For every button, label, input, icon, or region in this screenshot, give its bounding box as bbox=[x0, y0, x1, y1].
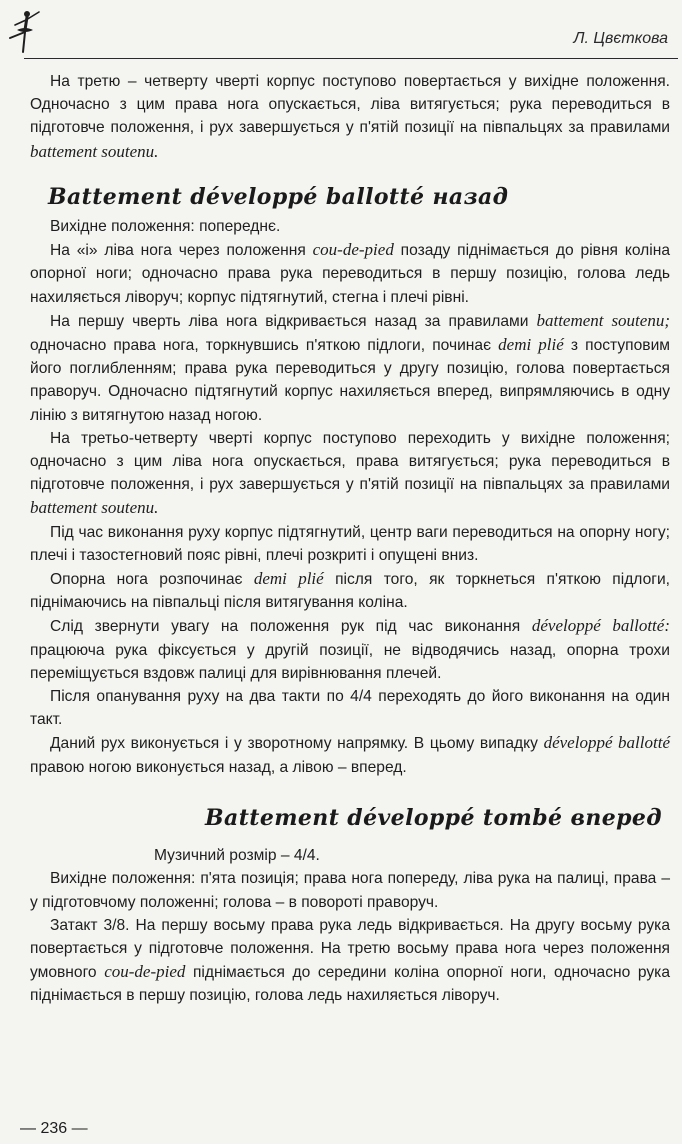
paragraph: На «і» ліва нога через положення cou-de-pied позаду піднімається до рівня коліна опорної ноги; одночасно права рука переводиться в першу позицію, голова ледь нахиляється ліворуч; корпус підтягнутий, стегна і плечі рівні. bbox=[30, 240, 670, 306]
section-heading: Battement développé ballotté назад bbox=[48, 183, 509, 210]
paragraph: Слід звернути увагу на положення рук під час виконання développé ballotté: працююча рука фіксується у другій позиції, не відводячись назад, опорна трохи переміщується вздовж палиці для вирівнювання плечей. bbox=[30, 616, 670, 682]
page-number: — 236 — bbox=[20, 1120, 88, 1137]
paragraph: На першу чверть ліва нога відкривається назад за правилами battement soutenu; одночасно права нога, торкнувшись п'яткою підлоги, починає demi plié з поступовим його поглибленням; права рука переводиться у другу позицію, голова повертається праворуч. Одночасно підтягнутий корпус нахиляється вперед, випрямляючись в одну лінію з витягнутою назад ногою. bbox=[30, 310, 670, 424]
header-rule bbox=[24, 58, 678, 59]
paragraph: На третьо-четверту чверті корпус поступово переходить у вихідне положення; одночасно з цим ліва нога опускається, права витягується; рука переводиться в підготовче положення, і рух завершується у п'ятій позиції на півпальцях за правилами battement soutenu. bbox=[30, 429, 670, 518]
term: battement soutenu. bbox=[30, 498, 159, 518]
paragraph: Музичний розмір – 4/4. bbox=[154, 847, 320, 865]
paragraph: Затакт 3/8. На першу восьму права рука ледь відкривається. На другу восьму рука повертається у підготовче положення. На третю восьму права нога через положення умовного cou-de-pied піднімається до середини коліна опорної ноги, одночасно рука піднімається в першу позицію, голова ледь нахиляється ліворуч. bbox=[30, 916, 670, 1005]
term: développé ballotté: bbox=[531, 616, 670, 636]
paragraph: Вихідне положення: попереднє. bbox=[50, 218, 281, 236]
term: cou-de-pied bbox=[312, 240, 394, 260]
paragraph: На третю – четверту чверті корпус поступово повертається у вихідне положення. Одночасно з цим права нога опускається, ліва витягується; рука переводиться в підготовче положення, і рух завершується у п'ятій позиції на півпальцях за правилами battement soutenu. bbox=[30, 73, 670, 161]
paragraph: Даний рух виконується і у зворотному напрямку. В цьому випадку développé ballotté правою ногою виконується назад, а лівою – вперед. bbox=[30, 733, 670, 776]
term: développé ballotté bbox=[543, 733, 670, 753]
term: demi plié bbox=[498, 335, 564, 355]
ballerina-icon bbox=[6, 8, 44, 56]
term: cou-de-pied bbox=[104, 962, 186, 982]
paragraph: Під час виконання руху корпус підтягнутий, центр ваги переводиться на опорну ногу; плечі і тазостегновий пояс рівні, плечі розкриті і опущені вниз. bbox=[30, 523, 670, 564]
term: battement soutenu; bbox=[536, 310, 670, 330]
paragraph: Після опанування руху на два такти по 4/4 переходять до його виконання на один такт. bbox=[30, 688, 670, 729]
term: demi plié bbox=[253, 569, 324, 589]
paragraph: Вихідне положення: п'ята позиція; права нога попереду, ліва рука на палиці, права – у підготовчому положенні; голова – в повороті праворуч. bbox=[30, 870, 670, 911]
section-heading: Battement développé tombé вперед bbox=[205, 804, 662, 831]
page-header bbox=[0, 0, 682, 60]
running-head: Л. Цвєткова bbox=[573, 30, 668, 47]
page-body bbox=[30, 70, 670, 1008]
term: battement soutenu. bbox=[30, 141, 159, 161]
paragraph: Опорна нога розпочинає demi plié після того, як торкнеться п'яткою підлоги, піднімаючись на півпальці після витягування коліна. bbox=[30, 569, 670, 612]
